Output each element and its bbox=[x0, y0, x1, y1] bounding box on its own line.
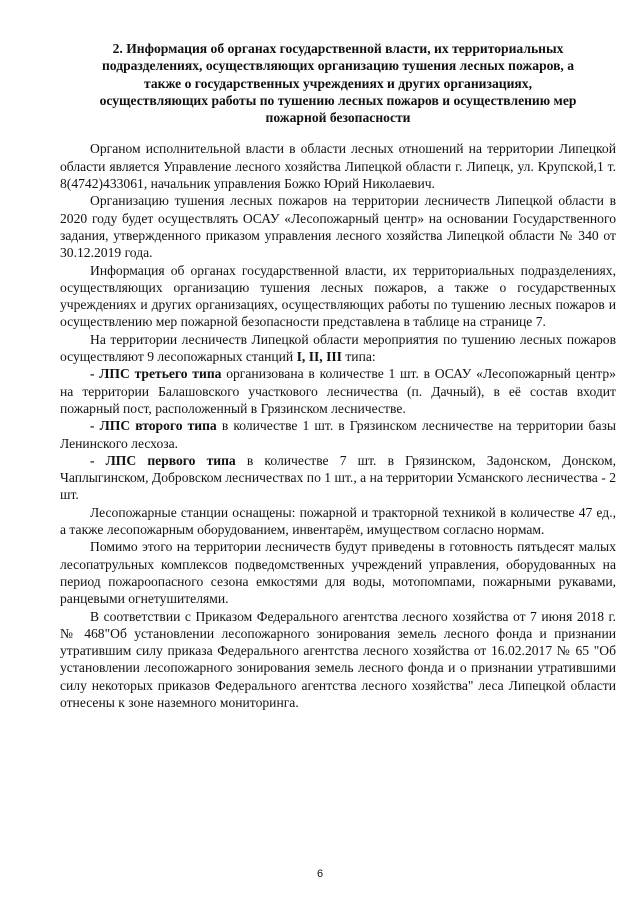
list-item-lead: - ЛПС первого типа bbox=[90, 452, 236, 468]
list-item-lead: - ЛПС третьего типа bbox=[90, 366, 222, 382]
paragraph-organization: Организацию тушения лесных пожаров на территории лесничеств Липецкой области в 2020 году будет осуществлять ОСАУ «Лесопожарный центр» на основании Государственного задания, утвержденного приказом управления лесного хозяйства Липецкой области № 340 от 30.12.2019 года. bbox=[60, 193, 616, 261]
page-number: 6 bbox=[316, 868, 324, 880]
paragraph-lps-second-type bbox=[60, 417, 616, 452]
paragraph-text: организована в количестве 1 шт. в ОСАУ «Лесопожарный центр» на территории Балашовского участкового лесничества (п. Дачный), в её состав входит пожарный пост, расположенный в Грязинском лесничестве. bbox=[60, 366, 616, 416]
paragraph-text: в количестве 7 шт. в Грязинском, Задонском, Донском, Чаплыгинском, Добровском лесничествах по 1 шт., а на территории Усманского лесничества - 2 шт. bbox=[60, 452, 617, 503]
paragraph-lps-first-type bbox=[60, 452, 616, 504]
heading-line: также о государственных учреждениях и других организациях, bbox=[144, 75, 532, 91]
heading-line: пожарной безопасности bbox=[265, 110, 411, 126]
paragraph-patrol-complexes: Помимо этого на территории лесничеств будут приведены в готовность пятьдесят малых лесопатрульных комплексов подведомственных учреждений управления, оборудованных на период пожароопасного сезона емкостями для воды, мотопомпами, пожарными рукавами, ранцевыми огнетушителями. bbox=[60, 539, 616, 607]
paragraph-text: типа: bbox=[341, 349, 376, 365]
heading-line: 2. Информация об органах государственной власти, их территориальных bbox=[112, 41, 564, 56]
station-types: I, II, III bbox=[296, 349, 342, 365]
paragraph-zoning-order: В соответствии с Приказом Федерального агентства лесного хозяйства от 7 июня 2018 г. № 468"Об установлении лесопожарного зонирования земель лесного фонда и признании утратившим силу приказа Федерального агентства лесного хозяйства от 16.02.2017 № 65 "Об установлении лесопожарного зонирования земель лесного фонда и о признании утратившими силу некоторых приказов Федерального агентства лесного хозяйства" леса Липецкой области отнесены к зоне наземного мониторинга. bbox=[60, 608, 616, 710]
paragraph-authority: Органом исполнительной власти в области лесных отношений на территории Липецкой области является Управление лесного хозяйства Липецкой области г. Липецк, ул. Крупской,1 т. 8(4742)433061, начальник управления Божко Юрий Николаевич. bbox=[60, 141, 616, 192]
paragraph-fire-stations bbox=[60, 331, 616, 366]
list-item-lead: - ЛПС второго типа bbox=[90, 418, 217, 434]
paragraph-lps-third-type bbox=[60, 365, 616, 417]
paragraph-text: На территории лесничеств Липецкой области мероприятия по тушению лесных пожаров осуществляют 9 лесопожарных станций bbox=[60, 331, 616, 365]
section-heading bbox=[60, 40, 616, 126]
heading-line: подразделениях, осуществляющих организацию тушения лесных пожаров, а bbox=[101, 58, 575, 74]
paragraph-equipment: Лесопожарные станции оснащены: пожарной и тракторной техникой в количестве 47 ед., а также лесопожарным оборудованием, инвентарём, имуществом согласно нормам. bbox=[60, 504, 616, 538]
heading-line: осуществляющих работы по тушению лесных пожаров и осуществлению мер bbox=[99, 92, 577, 108]
paragraph-table-reference: Информация об органах государственной власти, их территориальных подразделениях, осуществляющих организацию тушения лесных пожаров, а также о государственных учреждениях и других организациях, осуществляющих работы по тушению лесных пожаров и осуществлению мер пожарной безопасности представлена в таблице на странице 7. bbox=[60, 262, 616, 330]
paragraph-text: в количестве 1 шт. в Грязинском лесничестве на территории базы Ленинского лесхоза. bbox=[60, 418, 616, 451]
